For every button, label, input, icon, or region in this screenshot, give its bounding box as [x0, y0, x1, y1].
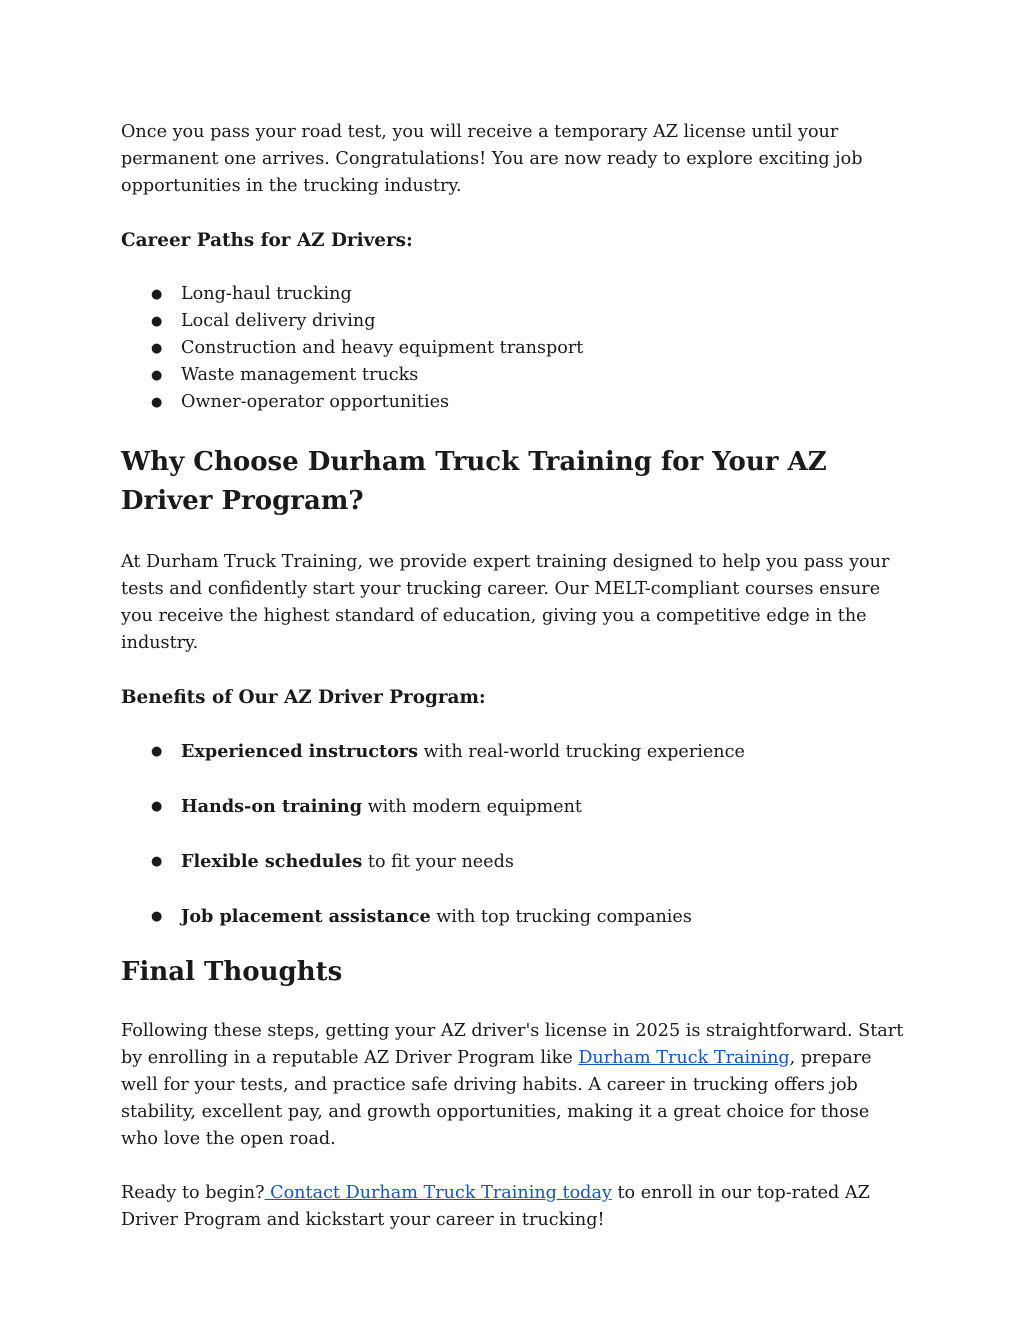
intro-paragraph: Once you pass your road test, you will receive a temporary AZ license until your permanent one arrives. Congratulations! You are now ready to explore exciting job opportunities in the trucking industry.	[121, 122, 863, 196]
list-item: ● Hands-on training with modern equipment	[121, 793, 911, 821]
why-choose-heading: Why Choose Durham Truck Training for Your AZ Driver Program?	[121, 447, 827, 516]
contact-link[interactable]: Contact Durham Truck Training today	[264, 1183, 612, 1203]
bullet-icon: ●	[151, 854, 163, 869]
list-item: ● Owner-operator opportunities	[121, 389, 911, 416]
bullet-icon: ●	[151, 909, 163, 924]
bullet-icon: ●	[151, 341, 163, 356]
benefits-heading: Benefits of Our AZ Driver Program:	[121, 687, 486, 708]
bullet-icon: ●	[151, 314, 163, 329]
final-thoughts-heading: Final Thoughts	[121, 957, 343, 987]
list-item: ● Flexible schedules to fit your needs	[121, 848, 911, 876]
bullet-icon: ●	[151, 368, 163, 383]
list-item: ● Experienced instructors with real-world trucking experience	[121, 738, 911, 766]
bullet-icon: ●	[151, 799, 163, 814]
benefits-list	[121, 738, 911, 931]
document-page	[121, 119, 911, 1234]
list-item: ● Waste management trucks	[121, 362, 911, 389]
list-item: ● Job placement assistance with top trucking companies	[121, 903, 911, 931]
why-choose-paragraph: At Durham Truck Training, we provide expert training designed to help you pass your tests and confidently start your trucking career. Our MELT-compliant courses ensure you receive the highest standard of education, giving you a competitive edge in the industry.	[121, 552, 890, 653]
career-paths-list	[121, 281, 911, 416]
list-item: ● Long-haul trucking	[121, 281, 911, 308]
call-to-action-paragraph: Ready to begin? Contact Durham Truck Training today to enroll in our top-rated AZ Driver Program and kickstart your career in trucking!	[121, 1183, 870, 1230]
bullet-icon: ●	[151, 395, 163, 410]
bullet-icon: ●	[151, 287, 163, 302]
bullet-icon: ●	[151, 744, 163, 759]
final-thoughts-paragraph: Following these steps, getting your AZ driver's license in 2025 is straightforward. Start by enrolling in a reputable AZ Driver Program like Durham Truck Training, prepare well for your tests, and practice safe driving habits. A career in trucking offers job stability, excellent pay, and growth opportunities, making it a great choice for those who love the open road.	[121, 1021, 904, 1149]
list-item: ● Construction and heavy equipment transport	[121, 335, 911, 362]
career-paths-heading: Career Paths for AZ Drivers:	[121, 230, 413, 251]
list-item: ● Local delivery driving	[121, 308, 911, 335]
durham-truck-training-link[interactable]: Durham Truck Training	[578, 1048, 790, 1068]
